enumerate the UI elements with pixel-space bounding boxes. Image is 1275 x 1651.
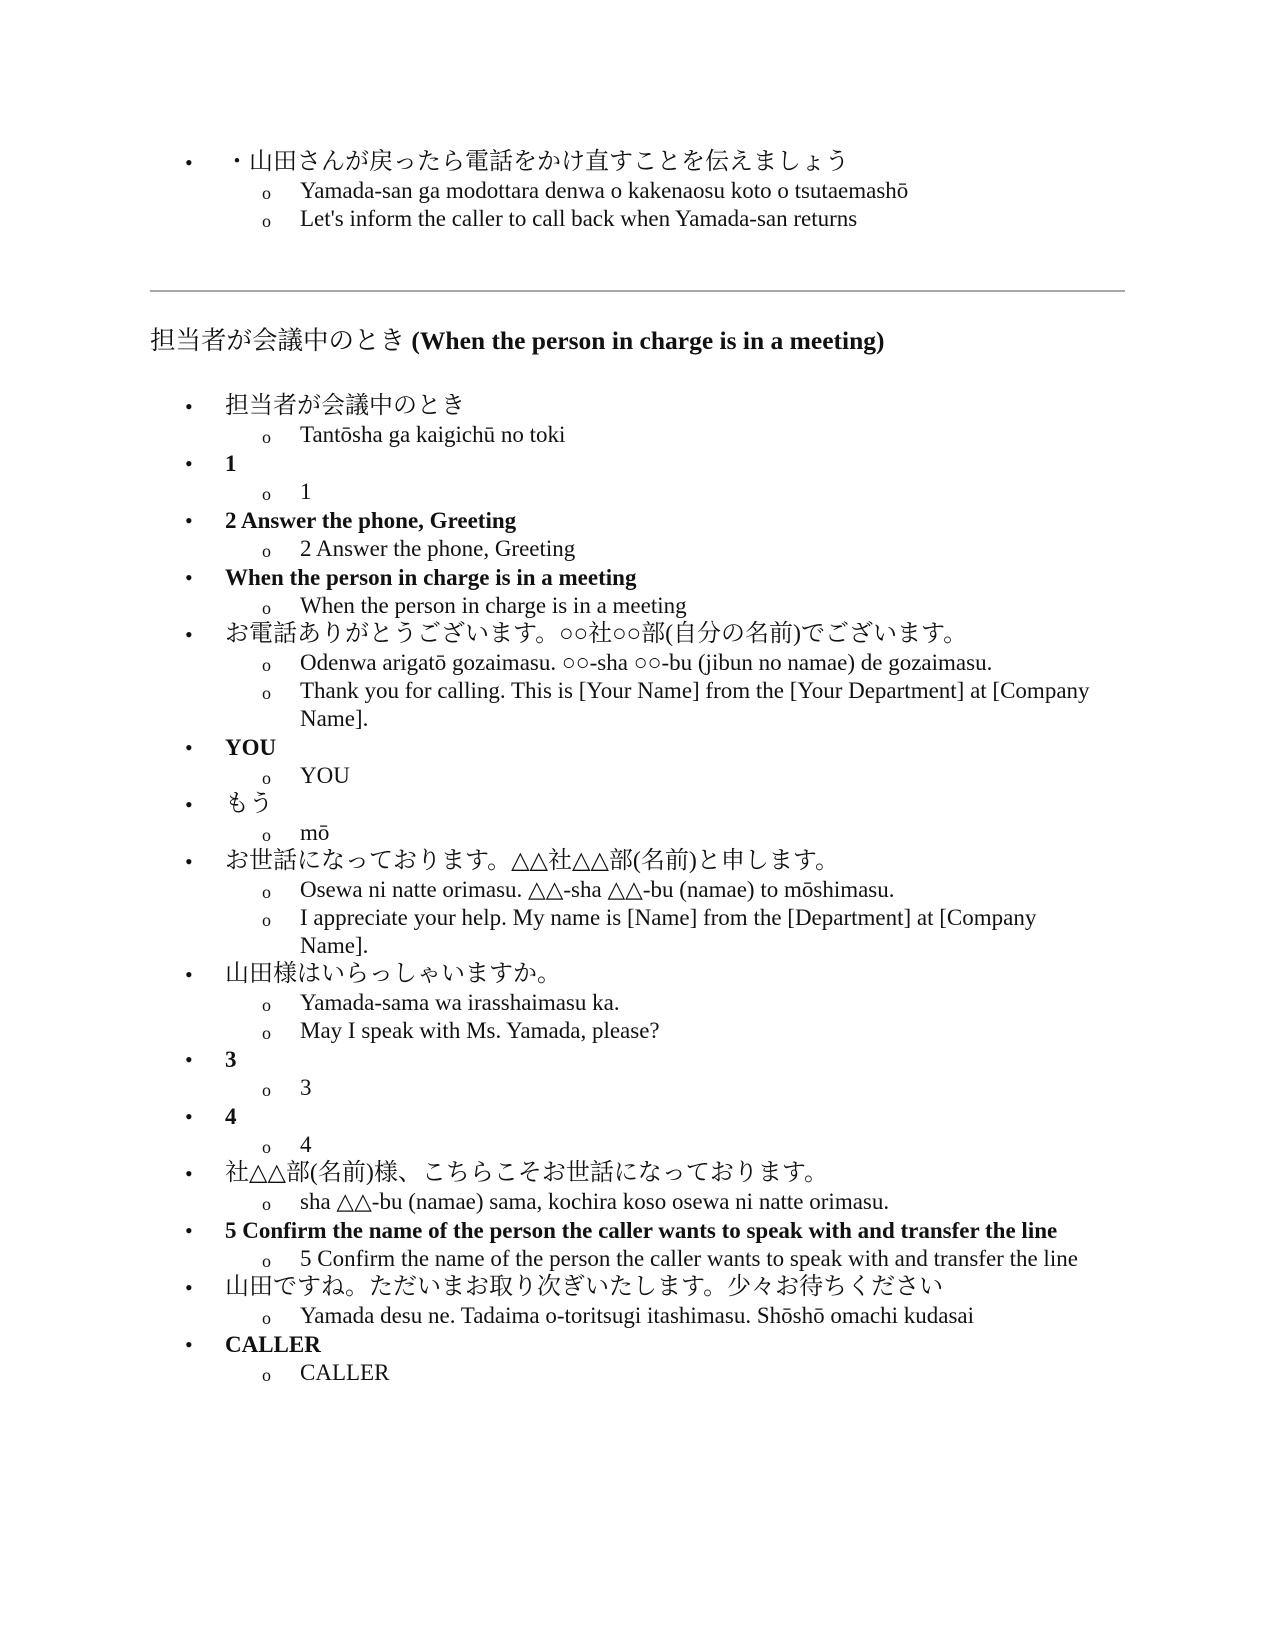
- circle-bullet-icon: o: [262, 1251, 271, 1271]
- circle-bullet-icon: o: [262, 768, 271, 788]
- sub-list-item: [225, 421, 1105, 449]
- circle-bullet-icon: o: [262, 882, 271, 902]
- list-item-text: 5 Confirm the name of the person the caller wants to speak with and transfer the line: [225, 1218, 1058, 1243]
- bullet-icon: •: [185, 394, 193, 419]
- sub-list-item-text: When the person in charge is in a meeting: [300, 593, 687, 618]
- sub-list-item-text: CALLER: [300, 1360, 390, 1385]
- bullet-icon: •: [185, 150, 193, 175]
- list-item: [0, 620, 1105, 733]
- bullet-icon: •: [185, 1161, 193, 1186]
- circle-bullet-icon: o: [262, 1308, 271, 1328]
- list-item: [0, 1216, 1105, 1273]
- list-item: [0, 1273, 1105, 1330]
- sub-list-item-text: Let's inform the caller to call back when Yamada-san returns: [300, 206, 858, 231]
- list-item-text: お世話になっております。△△社△△部(名前)と申します。: [225, 848, 839, 874]
- sub-list-item-text: May I speak with Ms. Yamada, please?: [300, 1018, 660, 1043]
- sub-list-item: [225, 592, 1105, 620]
- sub-list-item: [225, 649, 1105, 677]
- list-item: [0, 506, 1105, 563]
- circle-bullet-icon: o: [262, 1137, 271, 1157]
- circle-bullet-icon: o: [262, 655, 271, 675]
- sub-list-item: [225, 1302, 1105, 1330]
- bullet-icon: •: [185, 508, 193, 533]
- sub-list-item: [225, 478, 1105, 506]
- list-item: [0, 1045, 1105, 1102]
- circle-bullet-icon: o: [262, 541, 271, 561]
- sub-list-item: [225, 1188, 1105, 1216]
- list-item-text: 4: [225, 1104, 237, 1129]
- bullet-icon: •: [185, 735, 193, 760]
- sub-list-item-text: Tantōsha ga kaigichū no toki: [300, 422, 566, 447]
- bullet-icon: •: [185, 1104, 193, 1129]
- sub-list-item: [225, 876, 1105, 904]
- bullet-icon: •: [185, 849, 193, 874]
- circle-bullet-icon: o: [262, 598, 271, 618]
- bullet-icon: •: [185, 622, 193, 647]
- list-item-text: 山田様はいらっしゃいますか。: [225, 961, 561, 987]
- circle-bullet-icon: o: [262, 910, 271, 930]
- list-item-text: もう: [225, 791, 273, 817]
- sub-list-item: [225, 1017, 1105, 1045]
- list-item: [0, 148, 1105, 233]
- section-heading: [150, 324, 885, 358]
- bullet-icon: •: [185, 1275, 193, 1300]
- sub-list-item: [225, 1359, 1105, 1387]
- bullet-icon: •: [185, 1332, 193, 1357]
- list-item: [0, 1102, 1105, 1159]
- sub-list-item-text: Yamada-sama wa irasshaimasu ka.: [300, 990, 620, 1015]
- bullet-icon: •: [185, 792, 193, 817]
- list-item-text: When the person in charge is in a meeting: [225, 565, 637, 590]
- horizontal-rule: [150, 290, 1125, 292]
- list-item-text: 3: [225, 1047, 237, 1072]
- circle-bullet-icon: o: [262, 427, 271, 447]
- list-item-text: 社△△部(名前)様、こちらこそお世話になっております。: [225, 1160, 828, 1186]
- list-item-text: CALLER: [225, 1332, 321, 1357]
- list-item-text: 山田ですね。ただいまお取り次ぎいたします。少々お待ちください: [225, 1274, 944, 1300]
- list-item: [0, 1330, 1105, 1387]
- sub-list-item-text: 4: [300, 1132, 312, 1157]
- bullet-icon: •: [185, 451, 193, 476]
- list-item: [0, 733, 1105, 790]
- circle-bullet-icon: o: [262, 1023, 271, 1043]
- sub-list-item-text: 3: [300, 1075, 312, 1100]
- sub-list-item: [225, 904, 1105, 960]
- sub-list-item-text: 1: [300, 479, 312, 504]
- sub-list-item: [225, 1074, 1105, 1102]
- list-item: [0, 960, 1105, 1045]
- list-item: [0, 563, 1105, 620]
- circle-bullet-icon: o: [262, 1080, 271, 1100]
- list-item: [0, 847, 1105, 960]
- bullet-icon: •: [185, 1047, 193, 1072]
- circle-bullet-icon: o: [262, 1194, 271, 1214]
- list-item-text: YOU: [225, 735, 277, 760]
- sub-list-item-text: sha △△-bu (namae) sama, kochira koso osewa ni natte orimasu.: [300, 1189, 890, 1214]
- sub-list-item: [225, 1245, 1105, 1273]
- top-bullet-list: [0, 148, 1275, 233]
- sub-list-item: [225, 205, 1105, 233]
- bullet-icon: •: [185, 565, 193, 590]
- sub-list-item-text: Osewa ni natte orimasu. △△-sha △△-bu (namae) to mōshimasu.: [300, 877, 895, 902]
- circle-bullet-icon: o: [262, 683, 271, 703]
- list-item-text: ・山田さんが戻ったら電話をかけ直すことを伝えましょう: [225, 149, 849, 175]
- list-item-text: 1: [225, 451, 237, 476]
- sub-list-item-text: YOU: [300, 763, 350, 788]
- circle-bullet-icon: o: [262, 484, 271, 504]
- sub-list-item: [225, 819, 1105, 847]
- circle-bullet-icon: o: [262, 825, 271, 845]
- circle-bullet-icon: o: [262, 1365, 271, 1385]
- list-item-text: 2 Answer the phone, Greeting: [225, 508, 517, 533]
- sub-list-item: [225, 1131, 1105, 1159]
- section-heading-jp: 担当者が会議中のとき: [150, 326, 406, 355]
- circle-bullet-icon: o: [262, 211, 271, 231]
- sub-list-item-text: I appreciate your help. My name is [Name] from the [Department] at [Company Name].: [300, 905, 1037, 958]
- sub-list-item-text: Yamada desu ne. Tadaima o-toritsugi itashimasu. Shōshō omachi kudasai: [300, 1303, 975, 1328]
- sub-list-item: [225, 989, 1105, 1017]
- sub-list-item-text: 2 Answer the phone, Greeting: [300, 536, 576, 561]
- sub-list-item-text: Odenwa arigatō gozaimasu. ○○-sha ○○-bu (jibun no namae) de gozaimasu.: [300, 650, 993, 675]
- sub-list-item-text: Yamada-san ga modottara denwa o kakenaosu koto o tsutaemashō: [300, 178, 909, 203]
- sub-list-item: [225, 535, 1105, 563]
- list-item-text: 担当者が会議中のとき: [225, 393, 465, 419]
- sub-list-item: [225, 177, 1105, 205]
- list-item-text: お電話ありがとうございます。○○社○○部(自分の名前)でございます。: [225, 621, 968, 647]
- sub-list-item-text: 5 Confirm the name of the person the caller wants to speak with and transfer the line: [300, 1246, 1078, 1271]
- section-heading-en: (When the person in charge is in a meeting): [411, 326, 885, 355]
- sub-list-item-text: mō: [300, 820, 330, 845]
- list-item: [0, 790, 1105, 847]
- circle-bullet-icon: o: [262, 183, 271, 203]
- list-item: [0, 392, 1105, 449]
- bullet-icon: •: [185, 1218, 193, 1243]
- sub-list-item: [225, 677, 1105, 733]
- bullet-icon: •: [185, 962, 193, 987]
- list-item: [0, 1159, 1105, 1216]
- list-item: [0, 449, 1105, 506]
- circle-bullet-icon: o: [262, 995, 271, 1015]
- main-bullet-list: [0, 392, 1275, 1387]
- sub-list-item-text: Thank you for calling. This is [Your Name] from the [Your Department] at [Company Name].: [300, 678, 1090, 731]
- sub-list-item: [225, 762, 1105, 790]
